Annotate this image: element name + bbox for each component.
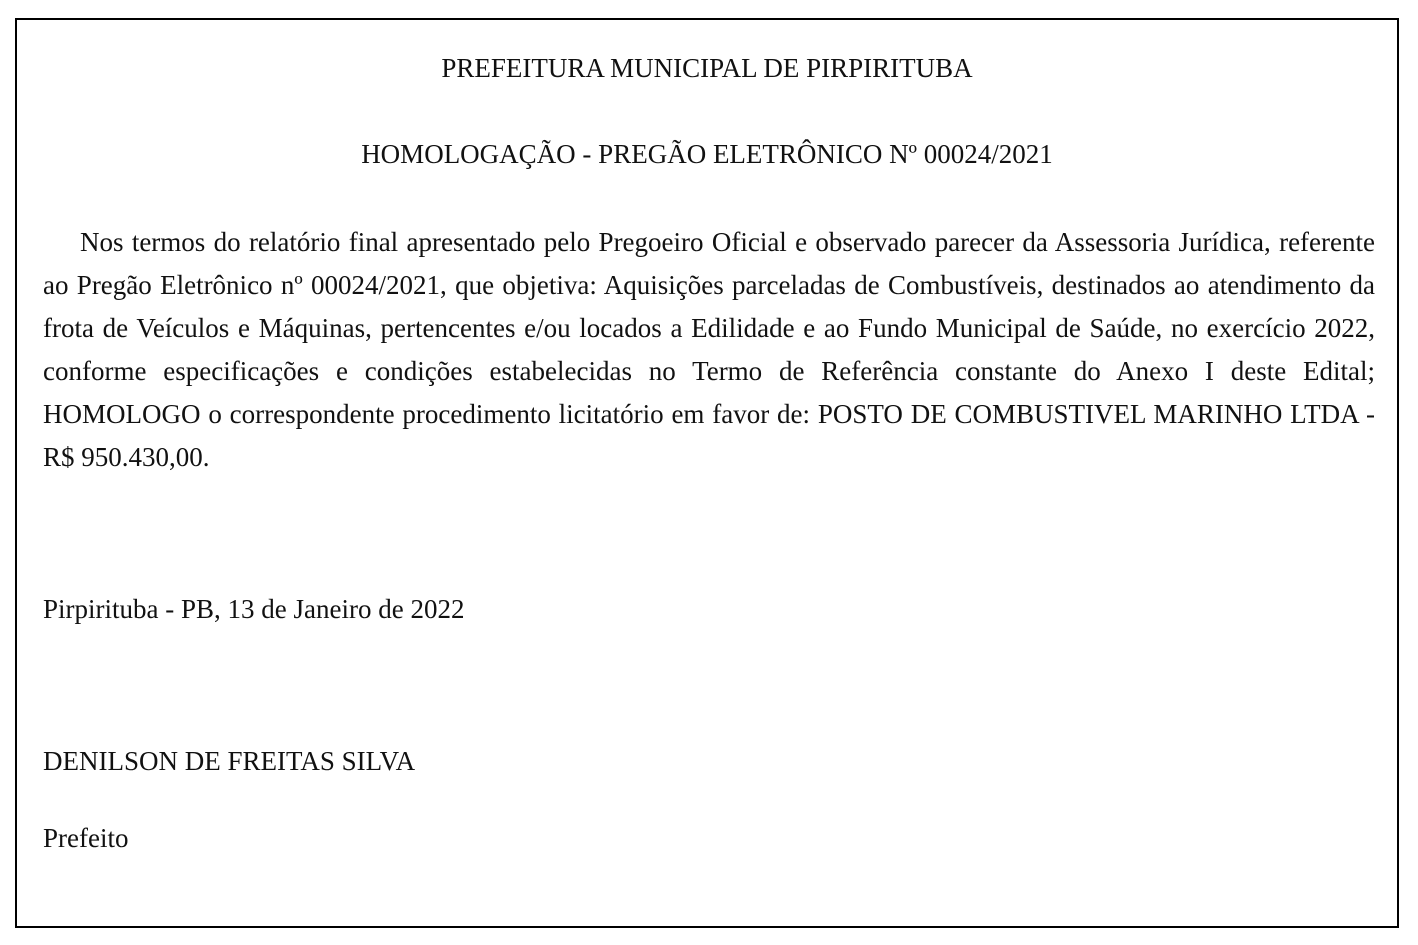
document-frame: [15, 18, 1399, 928]
signer-role: Prefeito: [43, 823, 129, 853]
place-date: Pirpirituba - PB, 13 de Janeiro de 2022: [43, 594, 465, 624]
organization-heading: PREFEITURA MUNICIPAL DE PIRPIRITUBA: [441, 53, 973, 83]
signer-name: DENILSON DE FREITAS SILVA: [43, 746, 416, 776]
document-title: HOMOLOGAÇÃO - PREGÃO ELETRÔNICO Nº 00024/2021: [361, 139, 1053, 169]
body-paragraph: Nos termos do relatório final apresentado pelo Pregoeiro Oficial e observado parecer da Assessoria Jurídica, referente ao Pregão Eletrônico nº 00024/2021, que objetiva: Aquisições parceladas de Combustíveis, destinados ao atendimento da frota de Veículos e Máquinas, pertencentes e/ou locados a Edilidade e ao Fundo Municipal de Saúde, no exercício 2022, conforme especificações e condições estabelecidas no Termo de Referência constante do Anexo I deste Edital; HOMOLOGO o correspondente procedimento licitatório em favor de: POSTO DE COMBUSTIVEL MARINHO LTDA - R$ 950.430,00.: [43, 227, 1375, 472]
